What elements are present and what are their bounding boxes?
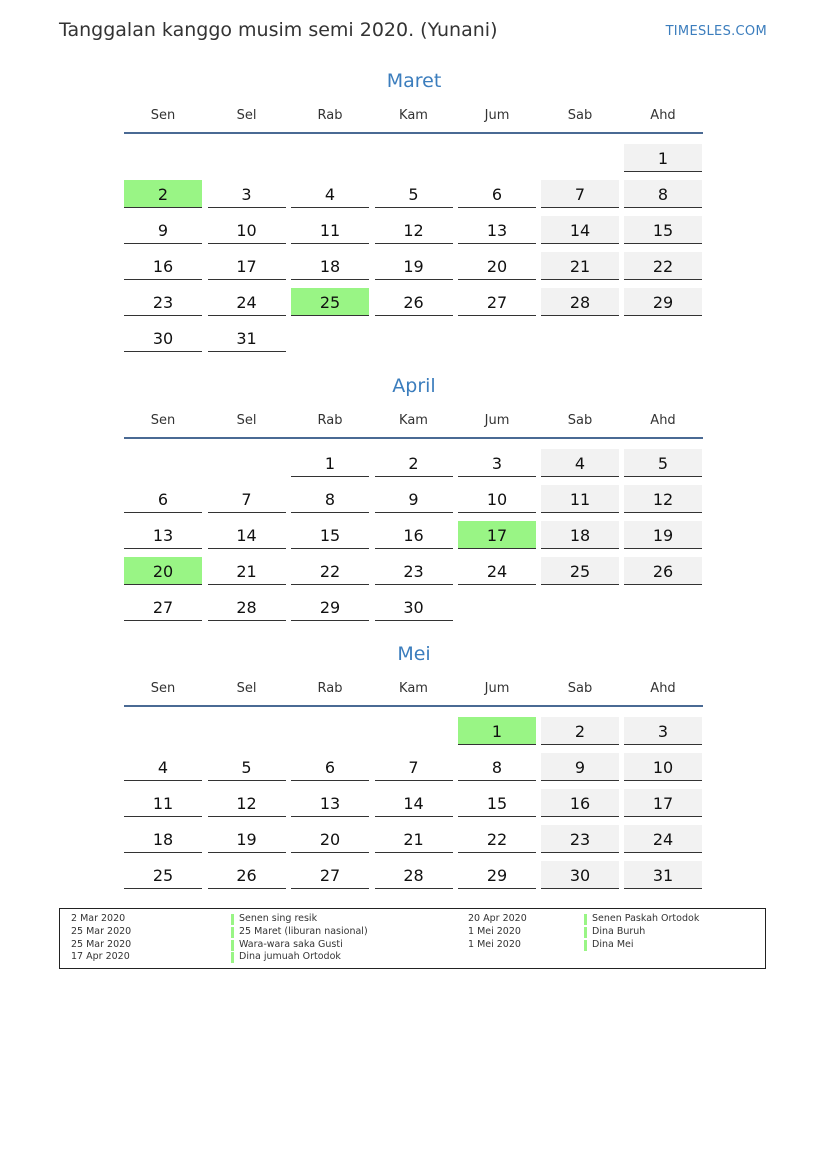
legend-date: 1 Mei 2020 — [468, 938, 521, 950]
day-cell: 15 — [291, 521, 369, 549]
weekday-header — [124, 681, 704, 701]
day-cell: 13 — [291, 789, 369, 817]
weekday-label: Jum — [484, 108, 510, 123]
day-cell: 11 — [541, 485, 619, 513]
day-cell: 26 — [375, 288, 453, 316]
legend-holiday-name: Dina Mei — [592, 938, 634, 950]
day-cell: 30 — [541, 861, 619, 889]
header-divider — [124, 132, 703, 134]
weekday-label: Sab — [567, 108, 593, 123]
holiday-legend — [59, 908, 766, 969]
day-cell: 19 — [208, 825, 286, 853]
header-divider — [124, 437, 703, 439]
day-cell: 1 — [291, 449, 369, 477]
day-cell: 21 — [541, 252, 619, 280]
day-cell: 22 — [458, 825, 536, 853]
day-cell: 8 — [624, 180, 702, 208]
day-cell: 8 — [291, 485, 369, 513]
day-cell: 21 — [208, 557, 286, 585]
day-cell: 18 — [124, 825, 202, 853]
day-cell: 15 — [458, 789, 536, 817]
weekday-label: Rab — [317, 413, 343, 428]
weekday-label: Sen — [150, 413, 176, 428]
day-cell: 7 — [375, 753, 453, 781]
day-cell: 4 — [291, 180, 369, 208]
day-cell: 11 — [291, 216, 369, 244]
weekday-label: Ahd — [650, 108, 676, 123]
day-cell: 20 — [124, 557, 202, 585]
day-cell: 11 — [124, 789, 202, 817]
day-cell: 25 — [541, 557, 619, 585]
day-cell: 3 — [208, 180, 286, 208]
day-cell: 31 — [208, 324, 286, 352]
day-cell: 24 — [458, 557, 536, 585]
weekday-label: Jum — [484, 413, 510, 428]
day-cell: 6 — [124, 485, 202, 513]
weekday-label: Kam — [399, 108, 428, 123]
day-cell: 12 — [208, 789, 286, 817]
site-link[interactable]: TIMESLES.COM — [665, 24, 767, 39]
day-cell: 22 — [624, 252, 702, 280]
day-cell: 27 — [458, 288, 536, 316]
month-title: April — [392, 375, 436, 397]
weekday-header — [124, 413, 704, 433]
legend-holiday-name: Dina jumuah Ortodok — [239, 951, 341, 963]
legend-swatch — [231, 927, 234, 938]
weekday-label: Kam — [399, 413, 428, 428]
month-title: Maret — [386, 70, 442, 92]
day-cell: 28 — [208, 593, 286, 621]
legend-holiday-name: Dina Buruh — [592, 925, 646, 937]
page-title: Tanggalan kanggo musim semi 2020. (Yunani) — [59, 19, 498, 41]
legend-holiday-name: 25 Maret (liburan nasional) — [239, 925, 368, 937]
day-cell: 30 — [124, 324, 202, 352]
day-cell: 3 — [624, 717, 702, 745]
weekday-label: Sel — [236, 413, 257, 428]
legend-swatch — [231, 940, 234, 951]
legend-date: 1 Mei 2020 — [468, 925, 521, 937]
day-cell: 24 — [208, 288, 286, 316]
day-cell: 14 — [541, 216, 619, 244]
day-cell: 23 — [375, 557, 453, 585]
legend-holiday-name: Wara-wara saka Gusti — [239, 938, 343, 950]
weekday-label: Sab — [567, 681, 593, 696]
day-cell: 29 — [624, 288, 702, 316]
day-cell: 2 — [124, 180, 202, 208]
day-cell: 26 — [208, 861, 286, 889]
day-cell: 17 — [208, 252, 286, 280]
legend-date: 17 Apr 2020 — [71, 951, 130, 963]
month-title: Mei — [397, 643, 431, 665]
day-cell: 6 — [458, 180, 536, 208]
day-cell: 15 — [624, 216, 702, 244]
day-cell: 21 — [375, 825, 453, 853]
day-cell: 25 — [124, 861, 202, 889]
day-cell: 31 — [624, 861, 702, 889]
day-cell: 9 — [541, 753, 619, 781]
day-cell: 1 — [458, 717, 536, 745]
weekday-label: Jum — [484, 681, 510, 696]
weekday-label: Ahd — [650, 681, 676, 696]
day-cell: 22 — [291, 557, 369, 585]
day-cell: 28 — [375, 861, 453, 889]
day-cell: 28 — [541, 288, 619, 316]
day-cell: 3 — [458, 449, 536, 477]
day-cell: 16 — [541, 789, 619, 817]
day-cell: 2 — [375, 449, 453, 477]
legend-swatch — [584, 940, 587, 951]
legend-swatch — [584, 927, 587, 938]
day-cell: 9 — [375, 485, 453, 513]
day-cell: 5 — [624, 449, 702, 477]
weekday-label: Ahd — [650, 413, 676, 428]
legend-swatch — [231, 914, 234, 925]
weekday-label: Sen — [150, 681, 176, 696]
day-cell: 1 — [624, 144, 702, 172]
day-cell: 14 — [375, 789, 453, 817]
day-cell: 20 — [458, 252, 536, 280]
day-cell: 23 — [124, 288, 202, 316]
day-cell: 25 — [291, 288, 369, 316]
day-cell: 10 — [208, 216, 286, 244]
day-cell: 7 — [208, 485, 286, 513]
day-cell: 23 — [541, 825, 619, 853]
legend-date: 25 Mar 2020 — [71, 938, 132, 950]
day-cell: 14 — [208, 521, 286, 549]
legend-swatch — [584, 914, 587, 925]
weekday-header — [124, 108, 704, 128]
day-cell: 27 — [291, 861, 369, 889]
day-cell: 7 — [541, 180, 619, 208]
day-cell: 4 — [541, 449, 619, 477]
day-cell: 24 — [624, 825, 702, 853]
legend-date: 25 Mar 2020 — [71, 925, 132, 937]
day-cell: 6 — [291, 753, 369, 781]
day-cell: 16 — [124, 252, 202, 280]
legend-date: 2 Mar 2020 — [71, 913, 126, 924]
weekday-label: Sel — [236, 681, 257, 696]
day-cell: 27 — [124, 593, 202, 621]
day-cell: 4 — [124, 753, 202, 781]
day-cell: 18 — [541, 521, 619, 549]
day-cell: 5 — [375, 180, 453, 208]
day-cell: 10 — [624, 753, 702, 781]
day-cell: 13 — [458, 216, 536, 244]
day-cell: 18 — [291, 252, 369, 280]
legend-holiday-name: Senen Paskah Ortodok — [592, 913, 700, 924]
day-cell: 16 — [375, 521, 453, 549]
day-cell: 2 — [541, 717, 619, 745]
day-cell: 17 — [458, 521, 536, 549]
day-cell: 30 — [375, 593, 453, 621]
legend-holiday-name: Senen sing resik — [239, 913, 318, 924]
weekday-label: Sab — [567, 413, 593, 428]
weekday-label: Rab — [317, 108, 343, 123]
day-cell: 29 — [458, 861, 536, 889]
weekday-label: Kam — [399, 681, 428, 696]
legend-swatch — [231, 952, 234, 963]
day-cell: 10 — [458, 485, 536, 513]
day-cell: 20 — [291, 825, 369, 853]
weekday-label: Sel — [236, 108, 257, 123]
day-cell: 9 — [124, 216, 202, 244]
weekday-label: Rab — [317, 681, 343, 696]
day-cell: 17 — [624, 789, 702, 817]
legend-date: 20 Apr 2020 — [468, 913, 527, 924]
weekday-label: Sen — [150, 108, 176, 123]
day-cell: 19 — [624, 521, 702, 549]
day-cell: 8 — [458, 753, 536, 781]
header-divider — [124, 705, 703, 707]
day-cell: 13 — [124, 521, 202, 549]
day-cell: 12 — [624, 485, 702, 513]
day-cell: 12 — [375, 216, 453, 244]
day-cell: 26 — [624, 557, 702, 585]
day-cell: 19 — [375, 252, 453, 280]
day-cell: 29 — [291, 593, 369, 621]
day-cell: 5 — [208, 753, 286, 781]
